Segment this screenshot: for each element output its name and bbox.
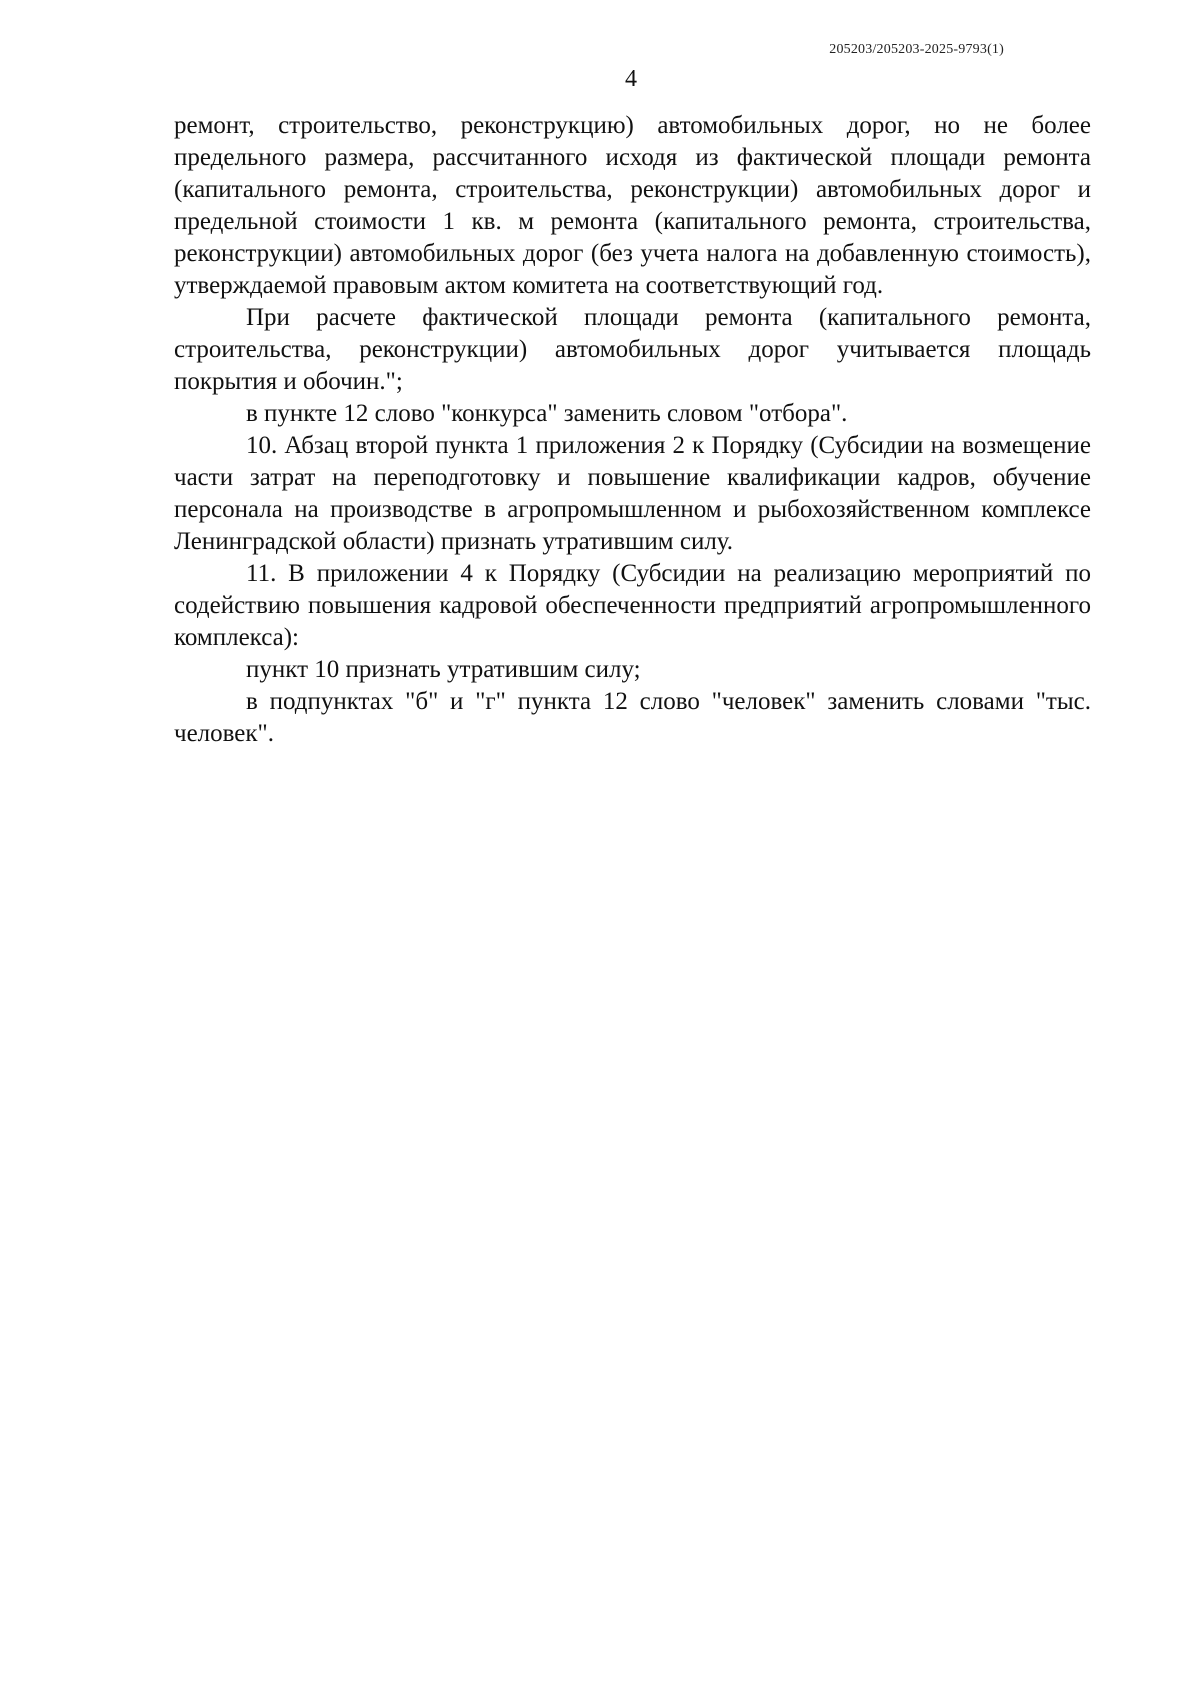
paragraph-continuation: ремонт, строительство, реконструкцию) автомобильных дорог, но не более предельного размера, рассчитанного исходя из фактической площади ремонта (капитального ремонта, строительства, реконструкции) автомобильных дорог и предельной стоимости 1 кв. м ремонта (капитального ремонта, строительства, реконструкции) автомобильных дорог (без учета налога на добавленную стоимость), утверждаемой правовым актом комитета на соответствующий год. [174,112,1091,299]
document-id: 205203/205203-2025-9793(1) [829,42,1004,57]
paragraph-point-10-repeal: пункт 10 признать утратившим силу; [246,656,641,683]
paragraph-item-10: 10. Абзац второй пункта 1 приложения 2 к Порядку (Субсидии на возмещение части затрат на переподготовку и повышение квалификации кадров, обучение персонала на производстве в агропромышленном и рыбохозяйственном комплексе Ленинградской области) признать утратившим силу. [174,432,1091,555]
paragraph-point-12: в пункте 12 слово "конкурса" заменить словом "отбора". [246,400,848,427]
paragraph-area-calculation: При расчете фактической площади ремонта (капитального ремонта, строительства, реконструкции) автомобильных дорог учитывается площадь покрытия и обочин."; [174,304,1091,395]
paragraph-item-11: 11. В приложении 4 к Порядку (Субсидии на реализацию мероприятий по содействию повышения кадровой обеспеченности предприятий агропромышленного комплекса): [174,560,1091,651]
page-number: 4 [625,66,637,92]
paragraph-subpoints-replacement: в подпунктах "б" и "г" пункта 12 слово "человек" заменить словами "тыс. человек". [174,688,1091,747]
document-body [174,110,1091,750]
